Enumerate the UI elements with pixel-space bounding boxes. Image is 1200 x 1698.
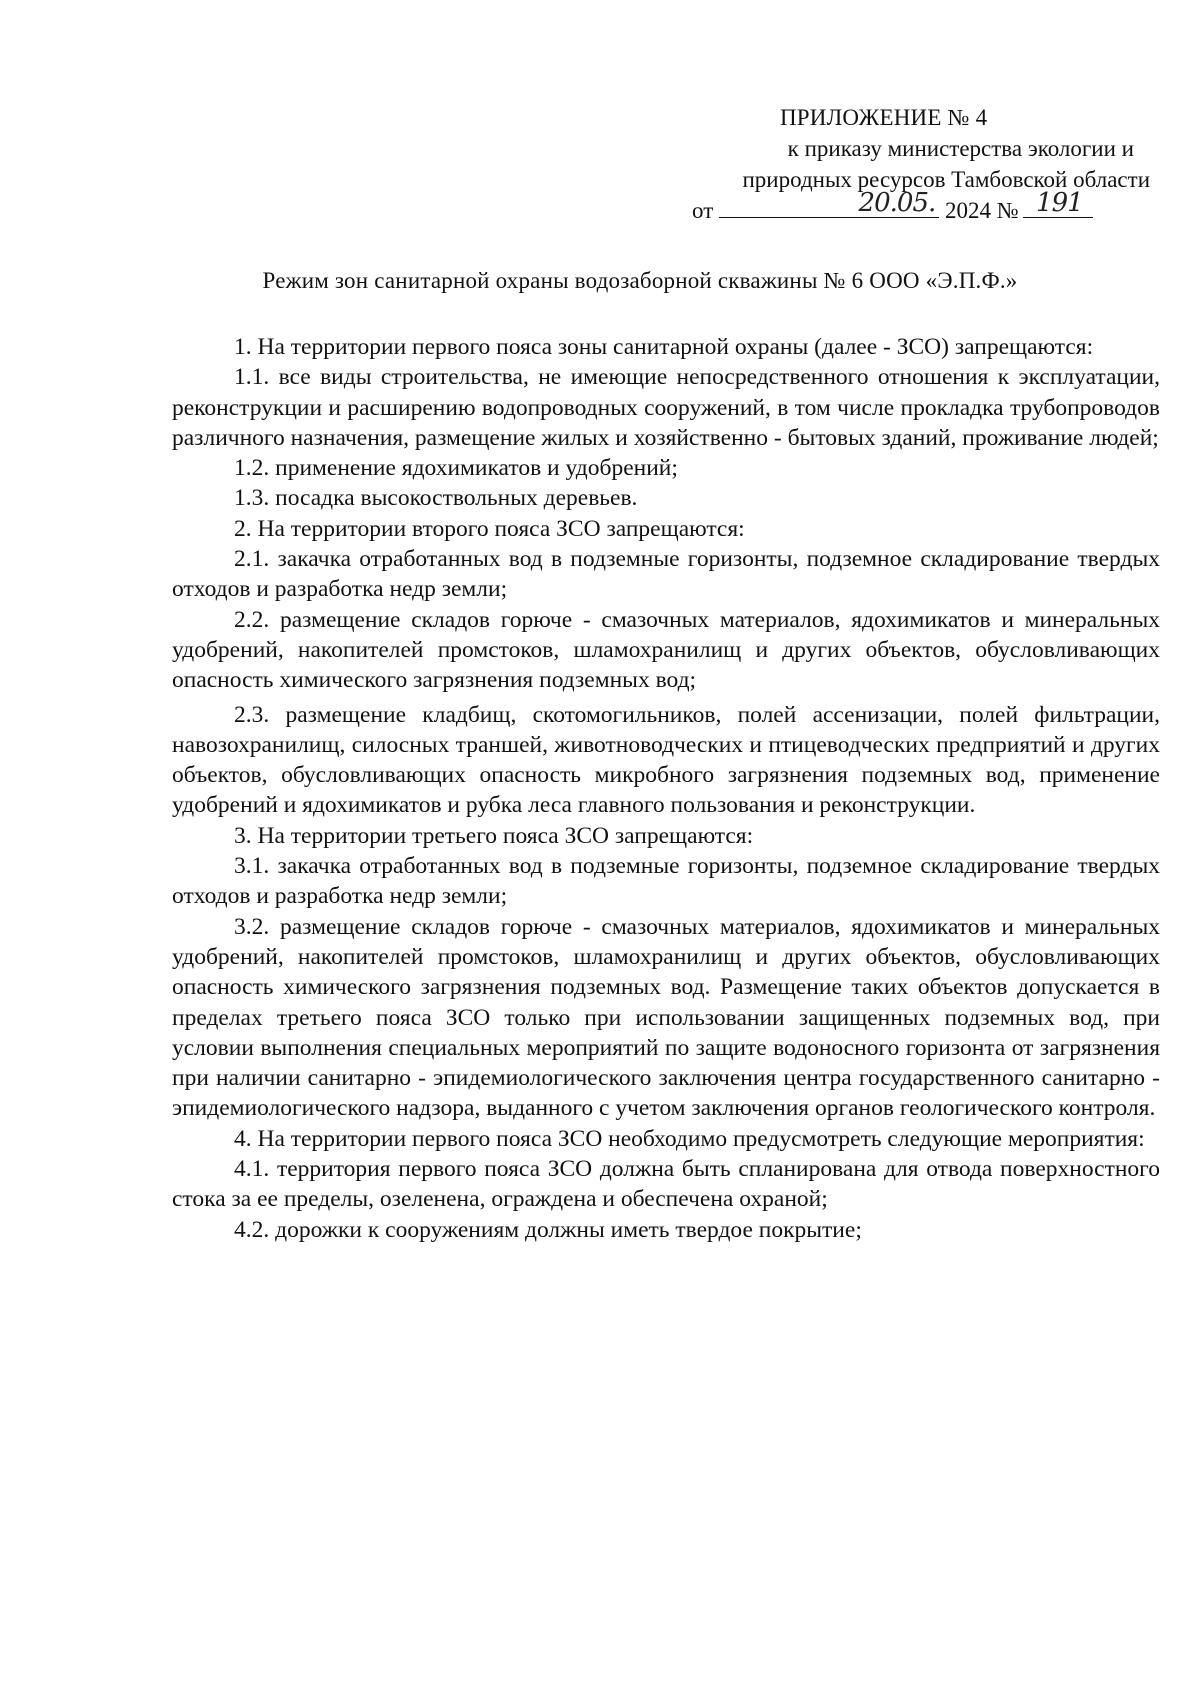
number-blank <box>1023 188 1093 218</box>
year-number-label: 2024 № <box>945 198 1019 223</box>
paragraph: 2.3. размещение кладбищ, скотомогильников, полей ассенизации, полей фильтрации, навозохранилищ, силосных траншей, животноводческих и птицеводческих предприятий и других объектов, обусловливающих опасность микробного загрязнения подземных вод, применение удобрений и ядохимикатов и рубка леса главного пользования и реконструкции. <box>172 701 1160 819</box>
appendix-line-2: природных ресурсов Тамбовской области <box>742 167 1150 192</box>
paragraph: 1.1. все виды строительства, не имеющие непосредственного отношения к эксплуатации, реконструкции и расширению водопроводных сооружений, в том числе прокладка трубопроводов различного назначения, размещение жилых и хозяйственно - бытовых зданий, проживание людей; <box>172 364 1160 451</box>
date-blank <box>719 188 939 218</box>
paragraph: 1.3. посадка высокоствольных деревьев. <box>234 485 638 512</box>
paragraph: 1.2. применение ядохимикатов и удобрений; <box>234 455 678 482</box>
paragraph: 2. На территории второго пояса ЗСО запрещаются: <box>234 515 745 542</box>
order-date-line <box>640 188 1160 226</box>
handwritten-date: 20.05. <box>858 188 936 218</box>
paragraph: 1. На территории первого пояса зоны санитарной охраны (далее - ЗСО) запрещаются: <box>234 334 1094 360</box>
paragraph: 3.2. размещение складов горюче - смазочных материалов, ядохимикатов и минеральных удобрений, накопителей промстоков, шламохранилищ и других объектов, обусловливающих опасность химического загрязнения подземных вод. Размещение таких объектов допускается в пределах третьего пояса ЗСО только при использовании защищенных подземных вод, при условии выполнения специальных мероприятий по защите водоносного горизонта от загрязнения при наличии санитарно - эпидемиологического заключения центра государственного санитарно - эпидемиологического надзора, выданного с учетом заключения органов геологического контроля. <box>172 913 1160 1122</box>
paragraph: 4.2. дорожки к сооружениям должны иметь твердое покрытие; <box>234 1216 862 1243</box>
document-title: Режим зон санитарной охраны водозаборной скважины № 6 ООО «Э.П.Ф.» <box>262 268 1018 293</box>
paragraph: 2.2. размещение складов горюче - смазочных материалов, ядохимикатов и минеральных удобрений, накопителей промстоков, шламохранилищ и других объектов, обусловливающих опасность химического загрязнения подземных вод; <box>172 606 1160 694</box>
appendix-title: ПРИЛОЖЕНИЕ № 4 <box>780 105 988 130</box>
document-body <box>172 332 1160 1245</box>
paragraph: 3.1. закачка отработанных вод в подземные горизонты, подземное складирование твердых отходов и разработка недр земли; <box>172 853 1160 910</box>
appendix-header <box>640 102 1160 226</box>
paragraph: 2.1. закачка отработанных вод в подземные горизонты, подземное складирование твердых отходов и разработка недр земли; <box>172 546 1160 603</box>
handwritten-number: 191 <box>1036 188 1083 218</box>
paragraph: 4.1. территория первого пояса ЗСО должна быть спланирована для отвода поверхностного стока за ее пределы, озеленена, ограждена и обеспечена охраной; <box>172 1156 1160 1213</box>
appendix-line-1: к приказу министерства экологии и <box>787 136 1134 161</box>
date-prefix: от <box>692 198 714 223</box>
paragraph: 3. На территории третьего пояса ЗСО запрещаются: <box>234 822 754 849</box>
paragraph: 4. На территории первого пояса ЗСО необходимо предусмотреть следующие мероприятия: <box>234 1125 1145 1152</box>
